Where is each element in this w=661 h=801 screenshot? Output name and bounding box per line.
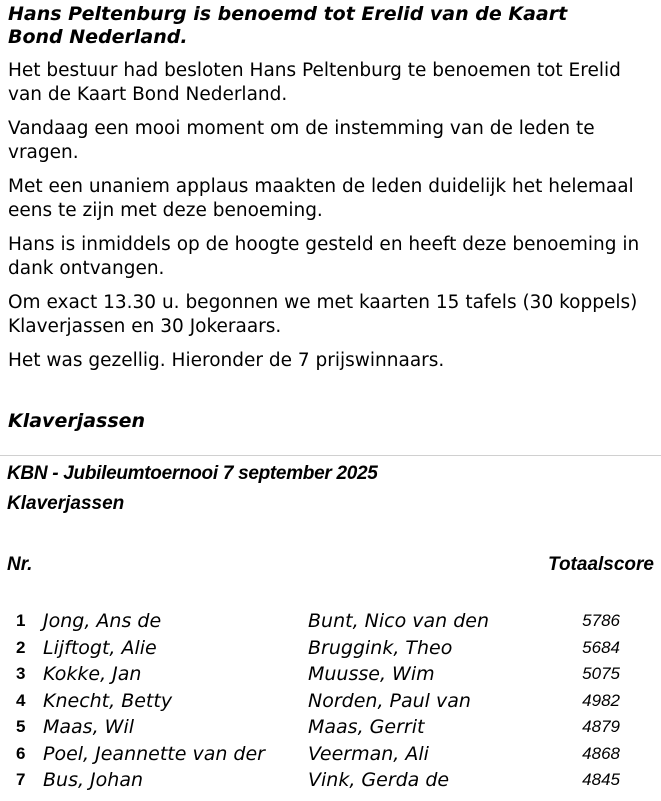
score-cell: 5786 bbox=[582, 611, 620, 630]
table-row bbox=[0, 741, 661, 768]
article-paragraph: Hans is inmiddels op de hoogte gesteld en heeft deze benoeming in dank ontvangen. bbox=[8, 234, 640, 279]
player1-cell: Jong, Ans de bbox=[43, 610, 162, 632]
player1-cell: Bus, Johan bbox=[43, 769, 144, 791]
table-row bbox=[0, 714, 661, 741]
player2-cell: Norden, Paul van bbox=[308, 689, 471, 712]
article-paragraph: Vandaag een mooi moment om de instemming van de leden te vragen. bbox=[8, 118, 595, 163]
table-row bbox=[0, 608, 661, 635]
score-cell: 4982 bbox=[582, 690, 620, 710]
article-paragraph: Om exact 13.30 u. begonnen we met kaarten 15 tafels (30 koppels) Klaverjassen en 30 Jokeraars. bbox=[8, 292, 638, 337]
score-cell: 4868 bbox=[582, 743, 620, 763]
rank-cell: 6 bbox=[16, 743, 26, 763]
rank-cell: 7 bbox=[16, 770, 26, 789]
score-cell: 5684 bbox=[582, 637, 620, 657]
rank-cell: 4 bbox=[16, 690, 26, 710]
article-headline: Hans Peltenburg is benoemd tot Erelid van de Kaart Bond Nederland. bbox=[8, 3, 568, 48]
player2-cell: Maas, Gerrit bbox=[308, 716, 425, 738]
player2-cell: Muusse, Wim bbox=[308, 663, 435, 685]
article-paragraph: Het bestuur had besloten Hans Peltenburg te benoemen tot Erelid van de Kaart Bond Nederland. bbox=[8, 60, 621, 105]
article-paragraph: Het was gezellig. Hieronder de 7 prijswinnaars. bbox=[8, 350, 445, 371]
rank-cell: 5 bbox=[16, 717, 26, 736]
rank-cell: 1 bbox=[16, 611, 26, 630]
article bbox=[8, 3, 653, 383]
table-row bbox=[0, 635, 661, 662]
score-cell: 4845 bbox=[582, 770, 620, 789]
column-header-score: Totaalscore bbox=[548, 554, 654, 575]
player1-cell: Lijftogt, Alie bbox=[43, 636, 157, 659]
results-subtitle: Klaverjassen bbox=[7, 493, 125, 514]
score-cell: 4879 bbox=[582, 717, 620, 736]
article-paragraph: Met een unaniem applaus maakten de leden duidelijk het helemaal eens te zijn met deze benoeming. bbox=[8, 176, 634, 221]
results-rows bbox=[0, 608, 661, 794]
score-cell: 5075 bbox=[582, 664, 620, 683]
results-table bbox=[0, 455, 661, 801]
table-row bbox=[0, 661, 661, 688]
player1-cell: Maas, Wil bbox=[43, 716, 135, 738]
player1-cell: Kokke, Jan bbox=[43, 663, 142, 685]
column-header-nr: Nr. bbox=[7, 554, 33, 575]
player2-cell: Veerman, Ali bbox=[308, 742, 429, 765]
table-row bbox=[0, 688, 661, 715]
rank-cell: 3 bbox=[16, 664, 26, 683]
player2-cell: Bunt, Nico van den bbox=[308, 610, 490, 632]
results-title: KBN - Jubileumtoernooi 7 september 2025 bbox=[7, 463, 378, 484]
rank-cell: 2 bbox=[16, 637, 26, 657]
table-row bbox=[0, 767, 661, 794]
section-heading: Klaverjassen bbox=[8, 410, 146, 432]
player1-cell: Poel, Jeannette van der bbox=[43, 742, 265, 765]
player2-cell: Bruggink, Theo bbox=[308, 636, 453, 659]
player2-cell: Vink, Gerda de bbox=[308, 769, 450, 791]
player1-cell: Knecht, Betty bbox=[43, 689, 173, 712]
